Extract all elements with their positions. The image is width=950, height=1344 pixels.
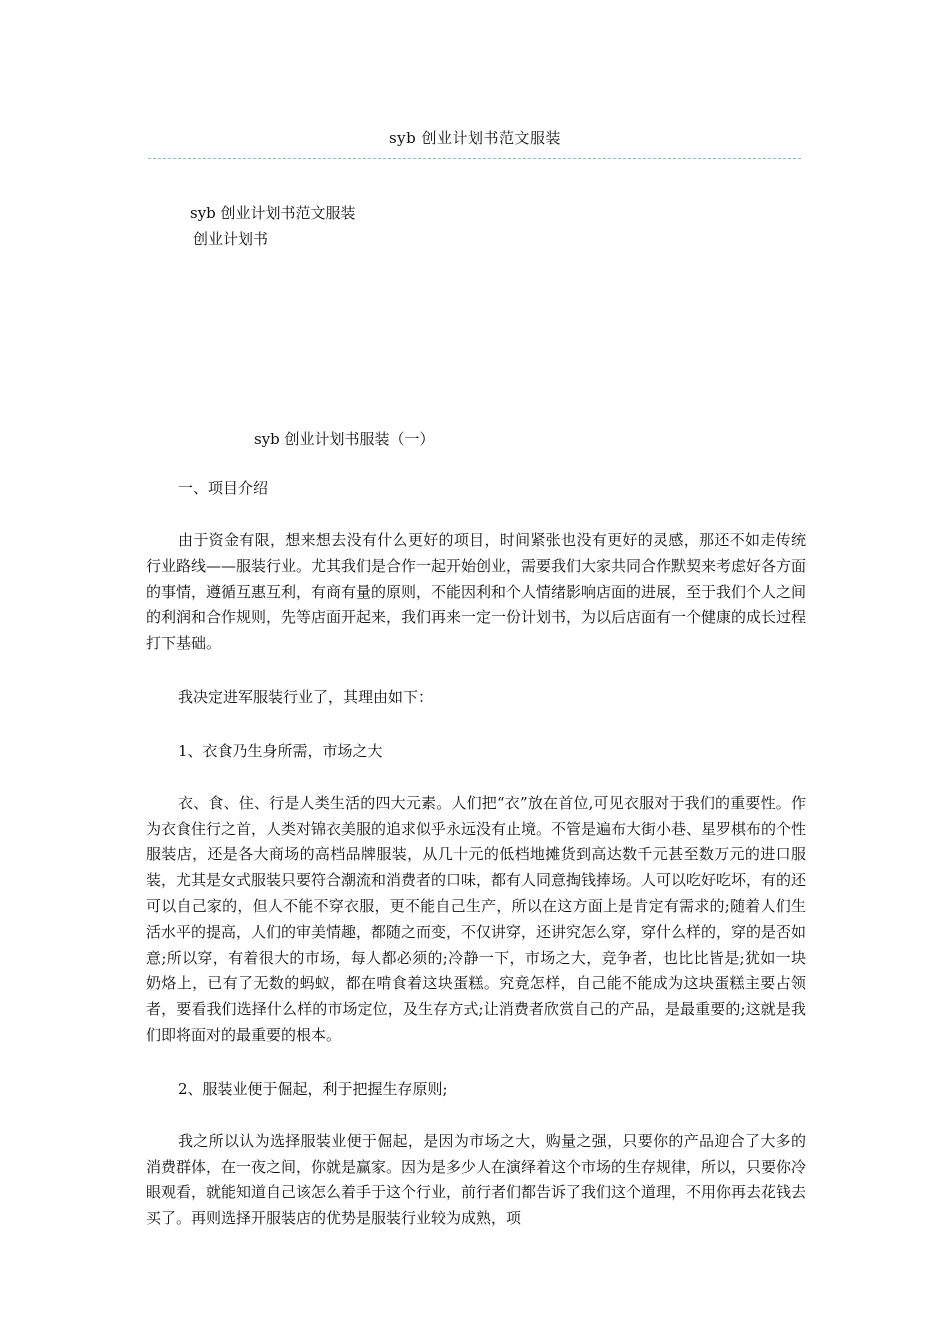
heading-point-2: 2、服装业便于倔起，利于把握生存原则; <box>178 1079 448 1098</box>
heading-point-1: 1、衣食乃生身所需，市场之大 <box>178 741 383 760</box>
paragraph: 我之所以认为选择服装业便于倔起，是因为市场之大，购量之强，只要你的产品迎合了大多的消费群体，在一夜之间，你就是赢家。因为是多少人在演绎着这个市场的生存规律，所以，只要你冷眼观看，就能知道自己该怎么着手于这个行业，前行者们都告诉了我们这个道理，不用你再去花钱去买了。再则选择开服装店的优势是服装行业较为成熟，项 <box>146 1131 807 1228</box>
paragraph: 由于资金有限，想来想去没有什么更好的项目，时间紧张也没有更好的灵感，那还不如走传统行业路线——服装行业。尤其我们是合作一起开始创业，需要我们大家共同合作默契来考虑好各方面的事情，遵循互惠互利，有商有量的原则，不能因利和个人情绪影响店面的进展，至于我们个人之间的利润和合作规则，先等店面开起来，我们再来一定一份计划书，为以后店面有一个健康的成长过程打下基础。 <box>146 531 807 653</box>
header-title: syb 创业计划书范文服装 <box>388 129 562 147</box>
heading-project-intro: 一、项目介绍 <box>178 479 269 497</box>
intro-subtitle: 创业计划书 <box>193 230 269 248</box>
intro-title: syb 创业计划书范文服装 <box>190 204 356 222</box>
paragraph: 衣、食、住、行是人类生活的四大元素。人们把“衣”放在首位,可见衣服对于我们的重要性。作为衣食住行之首，人类对锦衣美服的追求似乎永远没有止境。不管是遍布大街小巷、星罗棋布的个性服装店，还是各大商场的高档品牌服装，从几十元的低档地摊货到高达数千元甚至数万元的进口服装，尤其是女式服装只要符合潮流和消费者的口味，都有人同意掏钱捧场。人可以吃好吃坏，有的还可以自己家的，但人不能不穿衣服，更不能自己生产，所以在这方面上是肯定有需求的;随着人们生活水平的提高，人们的审美情趣，都随之而变，不仅讲穿，还讲究怎么穿，穿什么样的，穿的是否如意;所以穿，有着很大的市场，每人都必须的;冷静一下，市场之大，竞争者，也比比皆是;犹如一块奶烙上，已有了无数的蚂蚁，都在啃食着这块蛋糕。究竟怎样，自己能不能成为这块蛋糕主要占领者，要看我们选择什么样的市场定位，及生存方式;让消费者欣赏自己的产品，是最重要的;这就是我们即将面对的最重要的根本。 <box>146 793 807 1044</box>
document-body <box>146 476 806 1260</box>
header-divider <box>148 158 801 159</box>
paragraph: 我决定进军服装行业了，其理由如下： <box>178 687 434 706</box>
section-title: syb 创业计划书服装（一） <box>254 430 435 448</box>
